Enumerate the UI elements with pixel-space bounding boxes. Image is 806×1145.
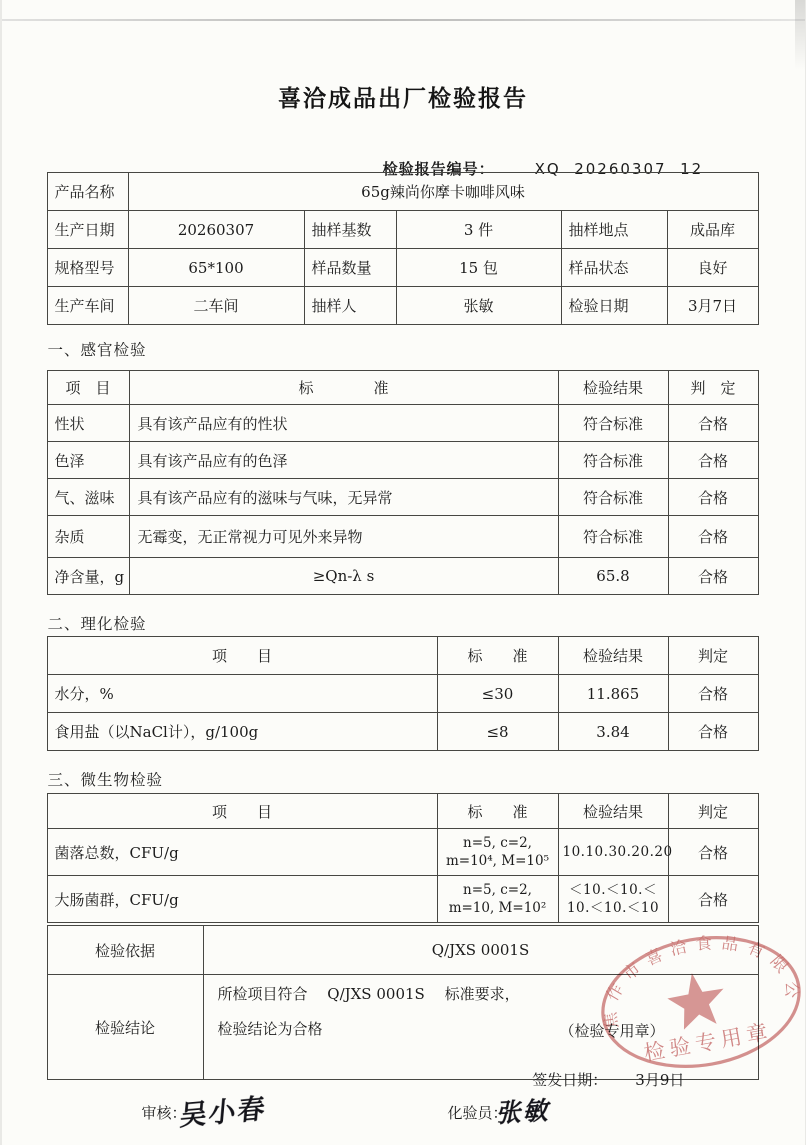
verdict-cell: 合格 [668, 558, 758, 595]
report-number-label: 检验报告编号： [382, 160, 495, 178]
col-header-result: 检验结果 [558, 794, 668, 829]
verdict-cell: 合格 [668, 479, 758, 516]
result-cell: 符合标准 [558, 405, 668, 442]
info-label: 抽样基数 [304, 211, 396, 249]
product-info-table [47, 172, 759, 325]
verdict-cell: 合格 [668, 675, 758, 713]
col-header-standard: 标 准 [437, 637, 558, 675]
standard-line-1: n=5, c=2, [463, 881, 532, 898]
info-label: 样品数量 [304, 249, 396, 287]
table-row [47, 516, 758, 558]
info-label: 抽样人 [304, 287, 396, 325]
report-title: 喜洽成品出厂检验报告 [278, 86, 528, 112]
stamp-type-text: 检验专用章 [641, 1019, 774, 1066]
seal-note: （检验专用章） [559, 1022, 665, 1040]
standard-cell [437, 876, 558, 923]
result-cell [558, 829, 673, 876]
table-header-row [47, 637, 758, 675]
result-cell: 符合标准 [558, 442, 668, 479]
result-line-1: ＜10.＜10.＜ [569, 881, 657, 898]
info-value: 15 包 [396, 249, 561, 287]
result-cell: 符合标准 [558, 516, 668, 558]
section-title-physchem: 二、理化检验 [47, 615, 147, 633]
standard-cell: 具有该产品应有的色泽 [129, 442, 558, 479]
scan-edge-shade [795, 0, 805, 70]
sensory-table [47, 370, 759, 595]
item-cell: 大肠菌群，CFU/g [47, 876, 437, 923]
info-label: 检验日期 [561, 287, 667, 325]
table-row [47, 211, 758, 249]
col-header-item: 项 目 [47, 637, 437, 675]
table-row [47, 249, 758, 287]
info-label: 规格型号 [47, 249, 128, 287]
info-value: 20260307 [128, 211, 304, 249]
item-cell: 气、滋味 [47, 479, 129, 516]
standard-cell: ≤30 [437, 675, 558, 713]
col-header-verdict: 判定 [668, 637, 758, 675]
reviewer-label: 审核： [141, 1104, 187, 1122]
standard-cell: 无霉变，无正常视力可见外来异物 [129, 516, 558, 558]
result-cell: 11.865 [558, 675, 668, 713]
verdict-cell: 合格 [668, 829, 758, 876]
result-cell: 符合标准 [558, 479, 668, 516]
standard-cell: ≤8 [437, 713, 558, 751]
signature-row [2, 1092, 805, 1142]
item-cell: 杂质 [47, 516, 129, 558]
table-row [47, 675, 758, 713]
scan-artifact-line [2, 19, 805, 21]
result-line-2: 10.＜10.＜10 [566, 900, 660, 916]
info-value: 3月7日 [667, 287, 758, 325]
info-label: 抽样地点 [561, 211, 667, 249]
col-header-standard: 标 准 [437, 794, 558, 829]
standard-cell: ≥Qn-λ s [129, 558, 558, 595]
inspection-stamp [587, 925, 806, 1080]
standard-cell [437, 829, 558, 876]
table-row [47, 287, 758, 325]
item-cell: 性状 [47, 405, 129, 442]
col-header-item: 项 目 [47, 794, 437, 829]
item-cell: 菌落总数，CFU/g [47, 829, 437, 876]
basis-label: 检验依据 [47, 926, 203, 975]
product-name-value: 65g辣尚你摩卡咖啡风味 [128, 173, 758, 211]
info-value: 3 件 [396, 211, 561, 249]
inspection-report-page [2, 0, 805, 1145]
col-header-result: 检验结果 [558, 371, 668, 405]
standard-line-2: m=10, M=10² [448, 900, 547, 916]
table-header-row [47, 794, 758, 829]
tester-label: 化验员： [447, 1104, 508, 1122]
info-label: 生产车间 [47, 287, 128, 325]
item-cell: 食用盐（以NaCl计），g/100g [47, 713, 437, 751]
table-row [47, 442, 758, 479]
product-name-label: 产品名称 [47, 173, 128, 211]
result-cell [558, 876, 668, 923]
result-cell: 65.8 [558, 558, 668, 595]
info-label: 样品状态 [561, 249, 667, 287]
col-header-standard: 标 准 [129, 371, 558, 405]
stamp-company-text: 焦作市喜洽食品有限公司 [599, 933, 802, 1030]
verdict-cell: 合格 [668, 516, 758, 558]
physchem-table [47, 636, 759, 751]
table-header-row [47, 371, 758, 405]
info-value: 成品库 [667, 211, 758, 249]
verdict-cell: 合格 [668, 713, 758, 751]
table-row [47, 876, 758, 923]
conclusion-label: 检验结论 [47, 975, 203, 1080]
col-header-result: 检验结果 [558, 637, 668, 675]
result-line-1: 10.10.30.20.20 [562, 843, 673, 860]
table-row [47, 173, 758, 211]
reviewer-signature: 吴小春 [178, 1093, 268, 1133]
info-value: 二车间 [128, 287, 304, 325]
verdict-cell: 合格 [668, 405, 758, 442]
info-value: 65*100 [128, 249, 304, 287]
table-row [47, 713, 758, 751]
result-cell: 3.84 [558, 713, 668, 751]
info-label: 生产日期 [47, 211, 128, 249]
verdict-cell: 合格 [668, 442, 758, 479]
section-title-sensory: 一、感官检验 [47, 341, 147, 359]
stamp-star-icon [663, 968, 729, 1031]
conclusion-line-1: 所检项目符合 Q/JXS 0001S 标准要求， [217, 985, 520, 1003]
issue-date-value: 3月9日 [635, 1071, 685, 1089]
table-row [47, 829, 758, 876]
item-cell: 水分，% [47, 675, 437, 713]
conclusion-line-2: 检验结论为合格 [217, 1020, 323, 1038]
item-cell: 色泽 [47, 442, 129, 479]
item-cell: 净含量，g [47, 558, 129, 595]
standard-line-2: m=10⁴, M=10⁵ [445, 853, 549, 869]
table-row [47, 558, 758, 595]
info-value: 张敏 [396, 287, 561, 325]
tester-signature: 张敏 [494, 1095, 555, 1128]
col-header-verdict: 判定 [668, 794, 758, 829]
col-header-item: 项 目 [47, 371, 129, 405]
verdict-cell: 合格 [668, 876, 758, 923]
issue-date-label: 签发日期： [532, 1071, 608, 1089]
section-title-micro: 三、微生物检验 [47, 771, 164, 789]
report-number-value: XQ 20260307 12 [534, 160, 704, 178]
standard-cell: 具有该产品应有的滋味与气味，无异常 [129, 479, 558, 516]
standard-line-1: n=5, c=2, [463, 834, 532, 851]
table-row [47, 405, 758, 442]
col-header-verdict: 判 定 [668, 371, 758, 405]
standard-cell: 具有该产品应有的性状 [129, 405, 558, 442]
micro-table [47, 793, 759, 923]
table-row [47, 479, 758, 516]
basis-value: Q/JXS 0001S [203, 926, 758, 975]
info-value: 良好 [667, 249, 758, 287]
